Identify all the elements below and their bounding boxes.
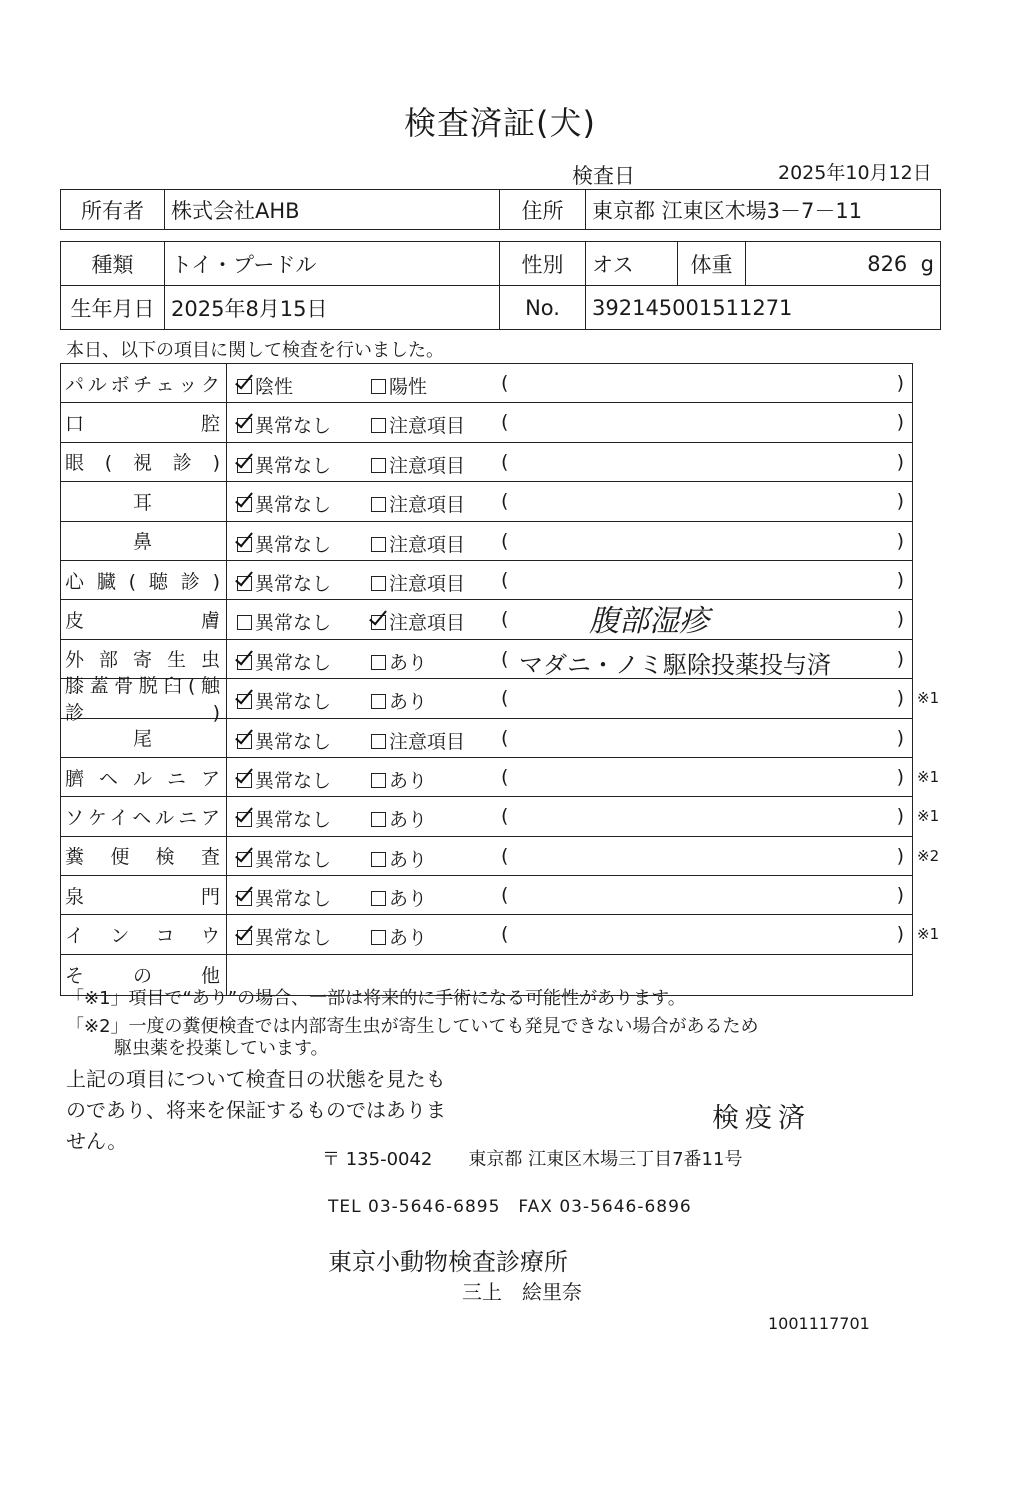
- option-2[interactable]: [371, 727, 465, 754]
- weight-cell: [746, 242, 941, 286]
- option-2-label: あり: [389, 888, 428, 911]
- paren-close: ): [896, 884, 904, 907]
- item-footnote-mark: ※1: [917, 807, 940, 826]
- checkbox-icon[interactable]: [371, 891, 386, 906]
- number-value: 392145001511271: [586, 286, 941, 330]
- option-1[interactable]: [237, 411, 331, 438]
- checkbox-icon[interactable]: [237, 891, 252, 906]
- paren-open: (: [501, 844, 509, 867]
- checkbox-icon[interactable]: [371, 655, 386, 670]
- checkbox-icon[interactable]: [237, 458, 252, 473]
- checkbox-icon[interactable]: [371, 773, 386, 788]
- item-name-cell: [61, 364, 227, 402]
- checkbox-icon[interactable]: [237, 379, 252, 394]
- option-2-label: あり: [389, 769, 428, 792]
- paren-close: ): [896, 765, 904, 788]
- option-1[interactable]: [237, 805, 331, 832]
- paren-close: ): [896, 372, 904, 394]
- option-1[interactable]: [237, 451, 331, 478]
- paren-close: ): [896, 411, 904, 434]
- option-1[interactable]: [237, 923, 331, 950]
- paren-open: (: [501, 372, 509, 394]
- item-note: 腹部湿疹: [589, 604, 709, 640]
- paren-close: ): [896, 568, 904, 591]
- paren-open: (: [501, 687, 509, 710]
- option-2-label: 注意項目: [389, 612, 466, 635]
- option-1[interactable]: [237, 490, 331, 517]
- item-footnote-mark: ※1: [917, 689, 940, 708]
- item-name: 外部寄生虫: [65, 649, 222, 672]
- checklist-row: [61, 915, 940, 954]
- item-name-cell: [61, 837, 227, 875]
- document-id: 1001117701: [768, 1314, 870, 1333]
- option-2[interactable]: [371, 608, 465, 635]
- option-1-label: 異常なし: [255, 494, 332, 517]
- checkbox-icon[interactable]: [237, 852, 252, 867]
- animal-table: [60, 241, 941, 330]
- address-value: 東京都 江東区木場3－7－11: [586, 190, 941, 230]
- disclaimer-statement: 上記の項目について検査日の状態を見たものであり、将来を保証するものではありません。: [66, 1067, 446, 1153]
- option-1[interactable]: [237, 845, 331, 872]
- option-1-label: 異常なし: [255, 612, 332, 635]
- item-name: 眼(視診): [65, 452, 222, 475]
- option-2-label: 陽性: [389, 376, 428, 398]
- paren-close: ): [896, 608, 904, 631]
- option-2[interactable]: [371, 372, 427, 399]
- sex-label: 性別: [500, 242, 586, 286]
- checkbox-icon[interactable]: [371, 418, 386, 433]
- option-1-label: 異常なし: [255, 769, 332, 792]
- paren-close: ): [896, 923, 904, 946]
- checklist-row: [61, 522, 912, 561]
- option-2[interactable]: [371, 530, 465, 557]
- checkbox-icon[interactable]: [371, 694, 386, 709]
- checkbox-icon[interactable]: [237, 930, 252, 945]
- footnote-1: 「※1」項目で“あり”の場合、一部は将来的に手術になる可能性があります。: [66, 988, 686, 1009]
- item-name-cell: [61, 876, 227, 914]
- quarantine-stamp: 検疫済: [712, 1103, 811, 1134]
- paren-close: ): [896, 529, 904, 552]
- item-footnote-mark: ※2: [917, 846, 940, 865]
- checkbox-icon[interactable]: [371, 734, 386, 749]
- checklist-row: [61, 600, 912, 639]
- option-2[interactable]: [371, 766, 427, 793]
- item-name-cell: [61, 482, 227, 520]
- breed-label: 種類: [61, 242, 165, 286]
- option-2-label: 注意項目: [389, 533, 466, 556]
- checkbox-icon[interactable]: [237, 497, 252, 512]
- paren-open: (: [501, 490, 509, 513]
- checkbox-icon[interactable]: [371, 812, 386, 827]
- item-name: 泉門: [65, 885, 222, 908]
- option-2[interactable]: [371, 884, 427, 911]
- item-name: インコウ: [65, 925, 222, 948]
- item-name-cell: [61, 758, 227, 796]
- paren-open: (: [501, 647, 509, 670]
- item-footnote-mark: ※1: [917, 925, 940, 944]
- checkbox-icon[interactable]: [371, 497, 386, 512]
- checkbox-icon[interactable]: [237, 694, 252, 709]
- option-1[interactable]: [237, 372, 293, 399]
- option-1-label: 異常なし: [255, 691, 332, 714]
- item-name-cell: [61, 719, 227, 757]
- checkbox-icon[interactable]: [371, 930, 386, 945]
- weight-unit: g: [920, 251, 934, 276]
- other-label: その他: [65, 965, 222, 988]
- option-2-label: 注意項目: [389, 730, 466, 753]
- birth-value: 2025年8月15日: [165, 286, 500, 330]
- inspection-date-label: 検査日: [572, 164, 635, 188]
- item-footnote-mark: ※1: [917, 767, 940, 786]
- checkbox-icon[interactable]: [237, 537, 252, 552]
- option-1[interactable]: [237, 648, 331, 675]
- item-name-cell: [61, 797, 227, 835]
- checkbox-icon[interactable]: [237, 576, 252, 591]
- checklist-row: [61, 675, 940, 725]
- item-name-cell: [61, 522, 227, 560]
- item-name: 臍ヘルニア: [65, 767, 222, 790]
- item-name: パルボチェック: [65, 373, 222, 396]
- paren-close: ): [896, 687, 904, 710]
- option-2[interactable]: [371, 687, 427, 714]
- paren-open: (: [501, 884, 509, 907]
- option-2[interactable]: [371, 648, 427, 675]
- paren-close: ): [896, 726, 904, 749]
- option-1-label: 異常なし: [255, 572, 332, 595]
- checklist-row: [61, 443, 912, 482]
- item-name: 心臓(聴診): [65, 570, 222, 593]
- checklist-row: [61, 758, 940, 797]
- checkbox-icon[interactable]: [371, 615, 386, 630]
- paren-close: ): [896, 647, 904, 670]
- checkbox-icon[interactable]: [237, 812, 252, 827]
- option-2-label: あり: [389, 848, 428, 871]
- option-2[interactable]: [371, 490, 465, 517]
- item-name-cell: [61, 675, 227, 725]
- checklist-row: [61, 403, 912, 442]
- checkbox-icon[interactable]: [371, 458, 386, 473]
- paren-open: (: [501, 450, 509, 473]
- paren-open: (: [501, 568, 509, 591]
- sex-value: オス: [586, 242, 678, 286]
- checklist-row: [61, 797, 940, 836]
- clinic-address: 〒 135-0042 東京都 江東区木場三丁目7番11号: [322, 1149, 743, 1170]
- item-name: 膝蓋骨脱臼(触診): [65, 675, 222, 725]
- option-2-label: あり: [389, 927, 428, 950]
- owner-label: 所有者: [61, 190, 165, 230]
- option-2[interactable]: [371, 805, 427, 832]
- option-2-label: あり: [389, 651, 428, 674]
- paren-open: (: [501, 608, 509, 631]
- paren-open: (: [501, 805, 509, 828]
- inspection-date-value: 2025年10月12日: [778, 162, 932, 184]
- paren-open: (: [501, 726, 509, 749]
- item-name: 尾: [132, 728, 154, 751]
- item-note: マダニ・ノミ駆除投薬投与済: [519, 650, 831, 679]
- option-2[interactable]: [371, 411, 465, 438]
- item-name: 鼻: [132, 531, 154, 554]
- item-name-cell: [61, 561, 227, 599]
- option-2[interactable]: [371, 569, 465, 596]
- paren-close: ): [896, 490, 904, 513]
- person-name: 三上 絵里奈: [462, 1280, 582, 1304]
- option-2[interactable]: [371, 923, 427, 950]
- checklist-row: [61, 482, 912, 521]
- item-name-cell: [61, 403, 227, 441]
- owner-table: [60, 189, 941, 230]
- option-1-label: 陰性: [255, 376, 294, 398]
- option-2-label: 注意項目: [389, 572, 466, 595]
- paren-close: ): [896, 450, 904, 473]
- checkbox-icon[interactable]: [371, 379, 386, 394]
- option-1-label: 異常なし: [255, 730, 332, 753]
- option-1[interactable]: [237, 766, 331, 793]
- paren-open: (: [501, 411, 509, 434]
- option-1-label: 異常なし: [255, 848, 332, 871]
- paren-close: ): [896, 805, 904, 828]
- item-name: 口腔: [65, 413, 222, 436]
- birth-label: 生年月日: [61, 286, 165, 330]
- item-name-cell: [61, 600, 227, 638]
- inspection-checklist: [60, 363, 940, 996]
- checkbox-icon[interactable]: [237, 615, 252, 630]
- item-name-cell: [61, 443, 227, 481]
- checkbox-icon[interactable]: [237, 655, 252, 670]
- option-1[interactable]: [237, 530, 331, 557]
- option-2[interactable]: [371, 451, 465, 478]
- document-title: 検査済証(犬): [404, 104, 596, 142]
- option-1-label: 異常なし: [255, 454, 332, 477]
- breed-value: トイ・プードル: [165, 242, 500, 286]
- weight-value: 826: [867, 251, 908, 276]
- checklist-row: [61, 561, 912, 600]
- paren-open: (: [501, 529, 509, 552]
- paren-open: (: [501, 765, 509, 788]
- option-1[interactable]: [237, 884, 331, 911]
- paren-open: (: [501, 923, 509, 946]
- option-1[interactable]: [237, 727, 331, 754]
- option-2-label: 注意項目: [389, 454, 466, 477]
- number-label: No.: [500, 286, 586, 330]
- checkbox-icon[interactable]: [371, 537, 386, 552]
- checklist-row: [61, 364, 912, 403]
- item-name: 耳: [132, 491, 154, 514]
- intro-text: 本日、以下の項目に関して検査を行いました。: [66, 340, 444, 361]
- option-2[interactable]: [371, 845, 427, 872]
- option-1-label: 異常なし: [255, 533, 332, 556]
- option-1-label: 異常なし: [255, 927, 332, 950]
- item-name: ソケイヘルニア: [65, 806, 222, 829]
- option-1[interactable]: [237, 687, 331, 714]
- checkbox-icon[interactable]: [237, 773, 252, 788]
- checklist-row: [61, 876, 912, 915]
- weight-label: 体重: [678, 242, 746, 286]
- option-1-label: 異常なし: [255, 888, 332, 911]
- footnote-2-line-1: 「※2」一度の糞便検査では内部寄生虫が寄生していても発見できない場合があるため: [66, 1016, 759, 1037]
- footnote-2-line-2: 駆虫薬を投薬しています。: [114, 1038, 329, 1059]
- checkbox-icon[interactable]: [371, 852, 386, 867]
- option-1-label: 異常なし: [255, 809, 332, 832]
- checklist-row: [61, 837, 940, 876]
- checkbox-icon[interactable]: [371, 576, 386, 591]
- checkbox-icon[interactable]: [237, 418, 252, 433]
- option-2-label: あり: [389, 809, 428, 832]
- option-2-label: あり: [389, 691, 428, 714]
- option-2-label: 注意項目: [389, 494, 466, 517]
- address-label: 住所: [500, 190, 586, 230]
- checklist-row: [61, 719, 912, 758]
- item-name: 糞便検査: [65, 846, 222, 869]
- option-1[interactable]: [237, 569, 331, 596]
- item-name-cell: [61, 915, 227, 953]
- clinic-contact: TEL 03-5646-6895 FAX 03-5646-6896: [328, 1197, 692, 1217]
- item-name: 皮膚: [65, 610, 222, 633]
- option-1-label: 異常なし: [255, 415, 332, 438]
- clinic-name: 東京小動物検査診療所: [328, 1248, 568, 1276]
- option-1-label: 異常なし: [255, 651, 332, 674]
- checkbox-icon[interactable]: [237, 734, 252, 749]
- owner-value: 株式会社AHB: [165, 190, 500, 230]
- paren-close: ): [896, 844, 904, 867]
- option-1[interactable]: [237, 608, 331, 635]
- option-2-label: 注意項目: [389, 415, 466, 438]
